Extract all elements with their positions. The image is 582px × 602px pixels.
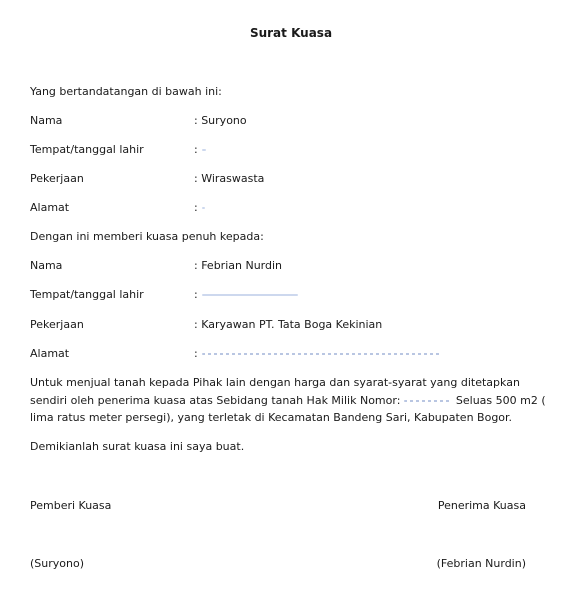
grantor-address-row xyxy=(194,201,205,215)
body-part-1: Untuk menjual tanah kepada Pihak lain dengan harga dan syarat-syarat yang ditetapkan sendiri oleh penerima kuasa atas Sebidang tanah Hak Milik Nomor: xyxy=(30,376,520,407)
receiver-name: (Febrian Nurdin) xyxy=(436,557,526,570)
grantor-address-label: Alamat xyxy=(30,201,70,214)
grantee-address-value: : xyxy=(194,347,198,360)
grantor-job-value: : Wiraswasta xyxy=(194,172,265,185)
grantee-address-row xyxy=(194,347,442,361)
redaction-mark xyxy=(404,400,452,402)
grantee-address-label: Alamat xyxy=(30,347,70,360)
grantor-name-value: : Suryono xyxy=(194,114,247,127)
grantor-job-label: Pekerjaan xyxy=(30,172,84,185)
document-title: Surat Kuasa xyxy=(249,26,333,40)
grantee-job-value: : Karyawan PT. Tata Boga Kekinian xyxy=(194,318,383,331)
redaction-mark xyxy=(202,149,206,151)
giver-label: Pemberi Kuasa xyxy=(30,499,112,512)
grantor-name-label: Nama xyxy=(30,114,63,127)
giver-name: (Suryono) xyxy=(30,557,85,570)
receiver-label: Penerima Kuasa xyxy=(437,499,526,512)
redaction-mark xyxy=(202,207,205,209)
grantee-birth-label: Tempat/tanggal lahir xyxy=(30,288,144,301)
grantee-job-label: Pekerjaan xyxy=(30,318,84,331)
grantee-name-label: Nama xyxy=(30,259,63,272)
redaction-mark xyxy=(202,353,442,355)
grantee-birth-row xyxy=(194,288,298,302)
redaction-mark xyxy=(202,294,298,296)
grantor-birth-label: Tempat/tanggal lahir xyxy=(30,143,144,156)
closing-text: Demikianlah surat kuasa ini saya buat. xyxy=(30,440,245,453)
grantor-birth-row xyxy=(194,143,206,157)
grantor-address-value: : xyxy=(194,201,198,214)
grantor-birth-value: : xyxy=(194,143,198,156)
body-paragraph xyxy=(30,374,552,427)
intro-text: Yang bertandatangan di bawah ini: xyxy=(30,85,222,98)
body-part-2: Seluas 500 m2 ( lima ratus meter persegi), yang terletak di Kecamatan Bandeng Sari, Kabupaten Bogor. xyxy=(30,393,546,424)
grantee-name-value: : Febrian Nurdin xyxy=(194,259,283,272)
grantee-birth-value: : xyxy=(194,288,198,301)
transition-text: Dengan ini memberi kuasa penuh kepada: xyxy=(30,230,264,243)
